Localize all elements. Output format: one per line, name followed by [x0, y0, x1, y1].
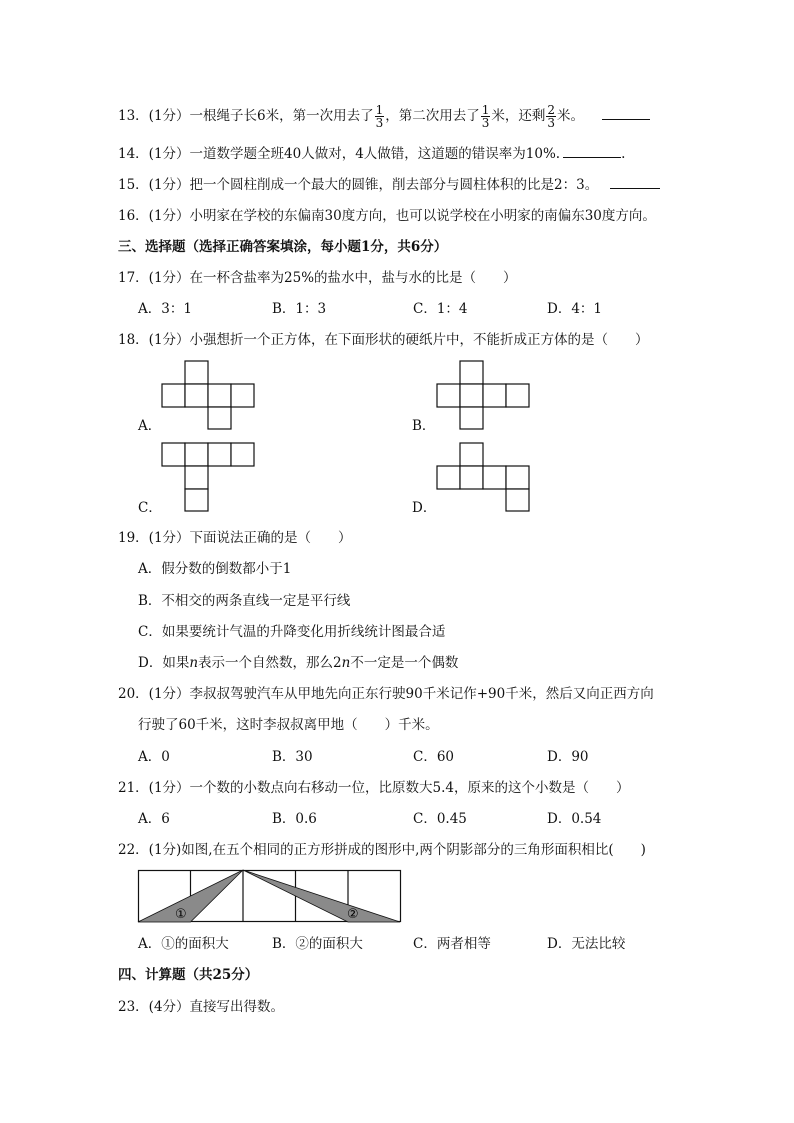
question-22: 22．(1分)如图,在五个相同的正方形拼成的图形中,两个阴影部分的三角形面积相比( ): [118, 842, 646, 858]
fraction-1: $\frac{1}{3}$: [375, 103, 384, 130]
question-14: 14．(1分）一道数学题全班40人做对，4人做错，这道题的错误率为10%. .: [118, 146, 626, 162]
option-a[interactable]: A．3：1: [138, 301, 192, 317]
section-4-heading: 四、计算题（共25分）: [118, 967, 259, 983]
fraction-2: $\frac{1}{3}$: [481, 103, 490, 130]
triangle-2-label: ②: [347, 907, 359, 922]
option-c[interactable]: C．1：4: [413, 301, 468, 317]
option-d[interactable]: D．: [412, 500, 437, 516]
question-16: 16．(1分）小明家在学校的东偏南30度方向，也可以说学校在小明家的南偏东30度方向。: [118, 208, 656, 224]
option-b[interactable]: B．: [412, 418, 436, 434]
option-c[interactable]: C．: [138, 500, 162, 516]
question-15: 15．(1分）把一个圆柱削成一个最大的圆锥，削去部分与圆柱体积的比是2：3。: [118, 176, 660, 194]
option-a[interactable]: A．0: [138, 749, 170, 765]
option-b[interactable]: B．②的面积大: [272, 936, 363, 952]
option-a[interactable]: A．假分数的倒数都小于1: [138, 561, 292, 577]
answer-blank[interactable]: [563, 145, 621, 158]
option-b[interactable]: B．30: [272, 749, 313, 765]
fraction-3: $\frac{2}{3}$: [547, 103, 556, 130]
section-3-heading: 三、选择题（选择正确答案填涂，每小题1分，共6分）: [118, 239, 448, 255]
option-a[interactable]: A．①的面积大: [138, 936, 229, 952]
option-a[interactable]: A．: [138, 418, 162, 434]
triangle-1-label: ①: [175, 907, 187, 922]
cube-net-c: [162, 443, 254, 511]
answer-blank[interactable]: [602, 107, 650, 120]
option-c[interactable]: C．60: [413, 749, 455, 765]
answer-blank[interactable]: [610, 176, 660, 189]
five-squares-figure: [138, 870, 401, 922]
question-18: 18．(1分）小强想折一个正方体，在下面形状的硬纸片中，不能折成正方体的是（ ）: [118, 332, 649, 348]
question-21: 21．(1分）一个数的小数点向右移动一位，比原数大5.4，原来的这个小数是（ ）: [118, 780, 630, 796]
option-a[interactable]: A．6: [138, 811, 170, 827]
question-23: 23．(4分）直接写出得数。: [118, 999, 285, 1015]
question-13: 13．(1分）一根绳子长6米，第一次用去了 $\frac{1}{3}$ ，第二次用去了 $\frac{1}{3}$ 米，还剩 $\frac{2}{3}$ 米。: [118, 104, 650, 129]
option-d[interactable]: D．如果n表示一个自然数，那么2n不一定是一个偶数: [138, 655, 459, 671]
option-d[interactable]: D．无法比较: [547, 936, 626, 952]
option-b[interactable]: B．1：3: [272, 301, 327, 317]
cube-net-d: [437, 443, 529, 511]
option-b[interactable]: B．不相交的两条直线一定是平行线: [138, 593, 351, 609]
question-20-continued: 行驶了60千米，这时李叔叔离甲地（ ）千米。: [138, 717, 439, 733]
option-c[interactable]: C．0.45: [413, 811, 467, 827]
cube-net-a: [162, 361, 254, 429]
option-d[interactable]: D．4：1: [547, 301, 603, 317]
question-17: 17．(1分）在一杯含盐率为25%的盐水中，盐与水的比是（ ）: [118, 270, 517, 286]
option-c[interactable]: C．如果要统计气温的升降变化用折线统计图最合适: [138, 624, 446, 640]
question-20: 20．(1分）李叔叔驾驶汽车从甲地先向正东行驶90千米记作+90千米，然后又向正西方向: [118, 686, 654, 702]
option-d[interactable]: D．90: [547, 749, 589, 765]
question-19: 19．(1分）下面说法正确的是（ ）: [118, 530, 352, 546]
option-d[interactable]: D．0.54: [547, 811, 602, 827]
cube-net-b: [437, 361, 529, 429]
option-b[interactable]: B．0.6: [272, 811, 317, 827]
option-c[interactable]: C．两者相等: [413, 936, 491, 952]
